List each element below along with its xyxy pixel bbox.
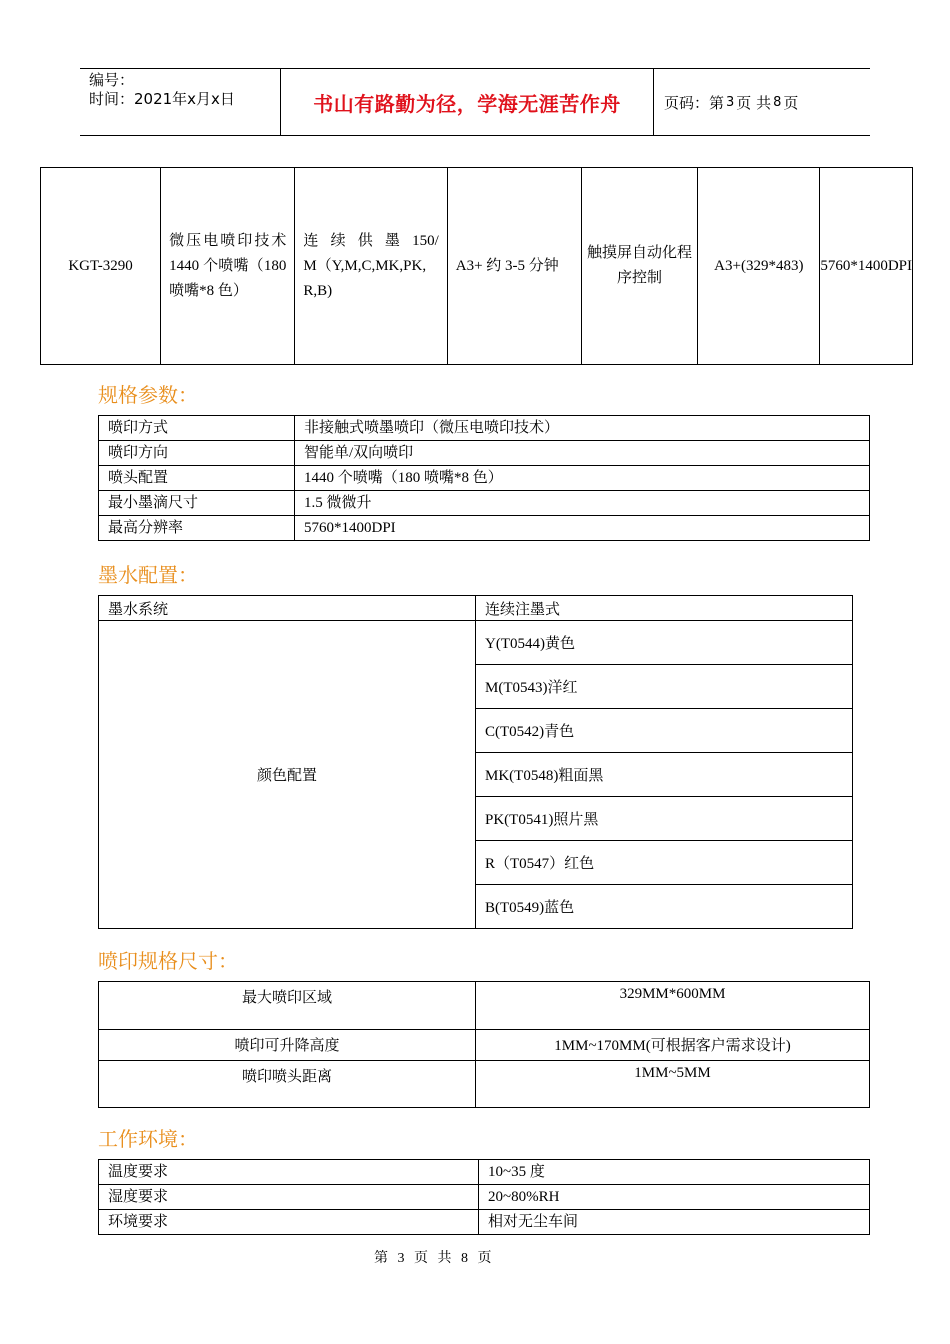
print-value: 1MM~170MM(可根据客户需求设计) — [476, 1030, 870, 1061]
table-row — [99, 621, 853, 665]
ink-supply-line1: 连 续 供 墨 150/ — [303, 232, 439, 249]
env-label: 环境要求 — [99, 1210, 479, 1235]
env-table — [98, 1159, 870, 1235]
print-value: 1MM~5MM — [476, 1061, 870, 1108]
spec-label: 喷头配置 — [99, 466, 295, 491]
color-config-label: 颜色配置 — [99, 621, 476, 929]
ink-color-item: PK(T0541)照片黑 — [476, 797, 853, 841]
ink-section-title: 墨水配置： — [98, 563, 198, 587]
print-value: 329MM*600MM — [476, 982, 870, 1030]
spec-label: 最高分辨率 — [99, 516, 295, 541]
footer-mid2: 共 — [437, 1251, 452, 1266]
env-value: 10~35 度 — [479, 1160, 870, 1185]
header-page-suffix: 页 — [783, 93, 799, 112]
table-row — [99, 491, 870, 516]
spec-value: 非接触式喷墨喷印（微压电喷印技术） — [295, 416, 870, 441]
ink-color-item: Y(T0544)黄色 — [476, 621, 853, 665]
footer-prefix: 第 — [374, 1251, 388, 1266]
header-motto-cell — [281, 69, 654, 135]
table-row — [99, 1160, 870, 1185]
spec-value: 5760*1400DPI — [295, 516, 870, 541]
printhead-cell: 微压电喷印技术 1440 个喷嘴（180 喷嘴*8 色） — [161, 168, 295, 365]
spec-value: 1440 个喷嘴（180 喷嘴*8 色） — [295, 466, 870, 491]
spec-section-title: 规格参数： — [98, 383, 198, 407]
table-row — [99, 466, 870, 491]
env-label: 温度要求 — [99, 1160, 479, 1185]
size-cell: A3+(329*483) — [698, 168, 820, 365]
table-row — [99, 982, 870, 1030]
env-value: 相对无尘车间 — [479, 1210, 870, 1235]
header-meta — [80, 69, 281, 135]
ink-supply-cell — [295, 168, 447, 365]
header-motto: 书山有路勤为径，学海无涯苦作舟 — [313, 91, 621, 116]
header-page-total: 8 — [773, 94, 782, 110]
table-row — [99, 1210, 870, 1235]
page-footer — [0, 1247, 950, 1267]
env-label: 湿度要求 — [99, 1185, 479, 1210]
table-row — [99, 1185, 870, 1210]
ink-color-item: MK(T0548)粗面黑 — [476, 753, 853, 797]
ink-color-item: B(T0549)蓝色 — [476, 885, 853, 929]
table-row — [99, 1061, 870, 1108]
ink-supply-line2: M（Y,M,C,MK,PK, — [303, 257, 427, 274]
ink-color-item: C(T0542)青色 — [476, 709, 853, 753]
spec-value: 1.5 微微升 — [295, 491, 870, 516]
env-value: 20~80%RH — [479, 1185, 870, 1210]
spec-table — [98, 415, 870, 541]
table-row — [99, 416, 870, 441]
header-page-prefix: 页码：第 — [664, 93, 725, 112]
page-header — [80, 68, 870, 136]
table-row — [99, 516, 870, 541]
footer-suffix: 页 — [477, 1251, 492, 1266]
table-row — [99, 1030, 870, 1061]
header-time: 时间：2021年x月x日 — [89, 90, 235, 108]
ink-color-item: M(T0543)洋红 — [476, 665, 853, 709]
print-section-title: 喷印规格尺寸： — [98, 949, 238, 973]
spec-label: 喷印方向 — [99, 441, 295, 466]
print-label: 最大喷印区域 — [99, 982, 476, 1030]
header-page-info — [654, 69, 870, 135]
footer-mid1: 页 — [414, 1251, 428, 1266]
ink-system-label: 墨水系统 — [99, 596, 476, 621]
header-code: 编号： — [89, 71, 135, 89]
ink-color-item: R（T0547）红色 — [476, 841, 853, 885]
spec-label: 喷印方式 — [99, 416, 295, 441]
print-size-table — [98, 981, 870, 1108]
header-page-current: 3 — [726, 94, 735, 110]
ink-supply-line3: R,B) — [303, 282, 333, 299]
ink-system-value: 连续注墨式 — [476, 596, 853, 621]
spec-value: 智能单/双向喷印 — [295, 441, 870, 466]
table-row — [99, 596, 853, 621]
table-row — [99, 441, 870, 466]
resolution-cell: 5760*1400DPI — [820, 168, 913, 365]
footer-current: 3 — [397, 1251, 405, 1266]
footer-total: 8 — [461, 1251, 468, 1266]
env-section-title: 工作环境： — [98, 1127, 198, 1151]
print-label: 喷印可升降高度 — [99, 1030, 476, 1061]
control-cell: 触摸屏自动化程序控制 — [581, 168, 698, 365]
model-table — [40, 167, 913, 365]
model-cell: KGT-3290 — [41, 168, 161, 365]
ink-table — [98, 595, 853, 929]
speed-cell: A3+ 约 3-5 分钟 — [447, 168, 581, 365]
spec-label: 最小墨滴尺寸 — [99, 491, 295, 516]
print-label: 喷印喷头距离 — [99, 1061, 476, 1108]
header-page-mid: 页 共 — [736, 93, 772, 112]
model-row — [41, 168, 913, 365]
